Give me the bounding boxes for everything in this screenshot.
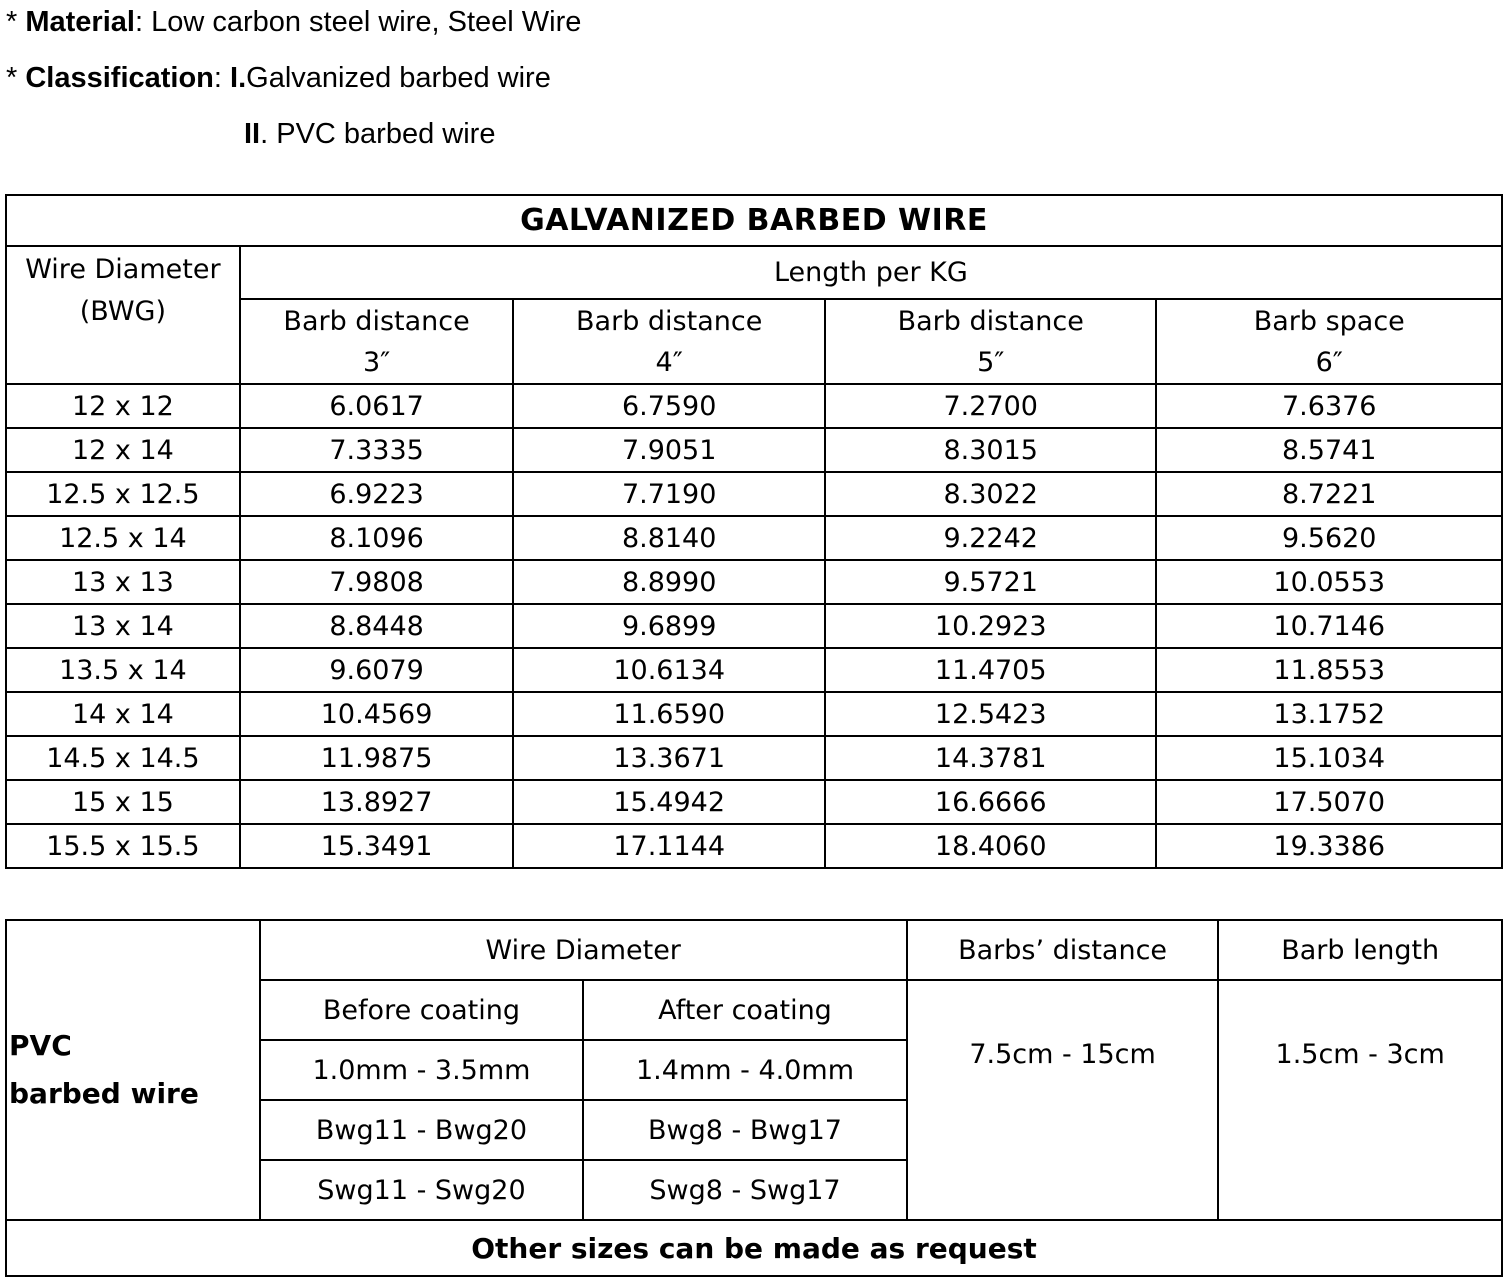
material-label: Material	[25, 6, 135, 38]
table-row	[6, 472, 1502, 516]
bullet: *	[6, 62, 26, 94]
cell: 15.4942	[513, 780, 825, 824]
before-coating-header: Before coating	[260, 980, 584, 1040]
galvanized-barbed-wire-table	[5, 194, 1503, 869]
barbs-distance-value: 7.5cm - 15cm	[907, 980, 1219, 1220]
cell: 19.3386	[1156, 824, 1502, 868]
separator: :	[213, 62, 231, 94]
classification-line-2	[244, 117, 495, 151]
pvc-label	[6, 920, 260, 1220]
cell: 16.6666	[825, 780, 1157, 824]
cell: 8.5741	[1156, 428, 1502, 472]
cell: 8.8140	[513, 516, 825, 560]
header-line: 5″	[977, 346, 1005, 378]
cell: 12.5423	[825, 692, 1157, 736]
table-row	[6, 824, 1502, 868]
class1-number: I.	[230, 62, 247, 94]
cell: 9.2242	[825, 516, 1157, 560]
cell: 6.9223	[240, 472, 514, 516]
cell: 8.3015	[825, 428, 1157, 472]
classification-label: Classification	[25, 62, 214, 94]
cell: 15.1034	[1156, 736, 1502, 780]
cell: 1.0mm - 3.5mm	[260, 1040, 584, 1100]
barb-length-value: 1.5cm - 3cm	[1218, 980, 1502, 1220]
table-row	[6, 560, 1502, 604]
cell: 13.1752	[1156, 692, 1502, 736]
cell: 7.9051	[513, 428, 825, 472]
classification-line	[6, 61, 551, 95]
header-line: Barb distance	[897, 305, 1084, 337]
cell: 8.8448	[240, 604, 514, 648]
cell: 1.4mm - 4.0mm	[583, 1040, 907, 1100]
cell: 11.4705	[825, 648, 1157, 692]
cell: Swg8 - Swg17	[583, 1160, 907, 1220]
header-line: Barb distance	[576, 305, 763, 337]
table-row	[6, 604, 1502, 648]
cell: 9.5620	[1156, 516, 1502, 560]
cell: 17.5070	[1156, 780, 1502, 824]
class2-number: II	[244, 118, 261, 150]
table-row	[6, 736, 1502, 780]
cell: 7.7190	[513, 472, 825, 516]
header-line: Barb distance	[283, 305, 470, 337]
label-line: barbed wire	[9, 1077, 199, 1110]
cell: Bwg8 - Bwg17	[583, 1100, 907, 1160]
column-header	[240, 299, 514, 384]
cell: 10.4569	[240, 692, 514, 736]
cell: 10.7146	[1156, 604, 1502, 648]
cell: 7.3335	[240, 428, 514, 472]
cell: 8.3022	[825, 472, 1157, 516]
cell: Bwg11 - Bwg20	[260, 1100, 584, 1160]
cell: 13 x 13	[6, 560, 240, 604]
table-row	[6, 780, 1502, 824]
cell: 10.0553	[1156, 560, 1502, 604]
header-line: 4″	[655, 346, 683, 378]
cell: 13.8927	[240, 780, 514, 824]
cell: 12 x 12	[6, 384, 240, 428]
class1-text: Galvanized barbed wire	[246, 62, 551, 94]
cell: 12 x 14	[6, 428, 240, 472]
cell: 9.6899	[513, 604, 825, 648]
cell: 11.9875	[240, 736, 514, 780]
cell: 6.7590	[513, 384, 825, 428]
cell: 11.8553	[1156, 648, 1502, 692]
header-line: Barb space	[1253, 305, 1405, 337]
cell: 9.6079	[240, 648, 514, 692]
cell: 13.3671	[513, 736, 825, 780]
length-per-kg-header: Length per KG	[240, 246, 1502, 299]
after-coating-header: After coating	[583, 980, 907, 1040]
cell: 7.9808	[240, 560, 514, 604]
column-header	[513, 299, 825, 384]
cell: 17.1144	[513, 824, 825, 868]
cell: 14.5 x 14.5	[6, 736, 240, 780]
table-row	[6, 384, 1502, 428]
label-line: PVC	[9, 1029, 72, 1062]
cell: 7.2700	[825, 384, 1157, 428]
cell: 7.6376	[1156, 384, 1502, 428]
class2-text: . PVC barbed wire	[260, 118, 496, 150]
material-value: : Low carbon steel wire, Steel Wire	[134, 6, 582, 38]
cell: 10.2923	[825, 604, 1157, 648]
cell: 13.5 x 14	[6, 648, 240, 692]
material-line	[6, 5, 581, 39]
header-line: (BWG)	[79, 296, 166, 327]
cell: 15.3491	[240, 824, 514, 868]
table-row	[6, 648, 1502, 692]
column-header	[1156, 299, 1502, 384]
cell: 6.0617	[240, 384, 514, 428]
cell: Swg11 - Swg20	[260, 1160, 584, 1220]
wire-diameter-header	[6, 246, 240, 384]
header-line: 6″	[1315, 346, 1343, 378]
table-row	[6, 428, 1502, 472]
cell: 10.6134	[513, 648, 825, 692]
cell: 15 x 15	[6, 780, 240, 824]
column-header	[825, 299, 1157, 384]
cell: 8.7221	[1156, 472, 1502, 516]
pvc-barbed-wire-table	[5, 919, 1503, 1277]
table-row	[6, 516, 1502, 560]
table-row	[6, 692, 1502, 736]
cell: 14.3781	[825, 736, 1157, 780]
cell: 9.5721	[825, 560, 1157, 604]
header-line: 3″	[362, 346, 391, 378]
footer-note: Other sizes can be made as request	[6, 1220, 1502, 1276]
wire-diameter-header: Wire Diameter	[260, 920, 907, 980]
bullet: *	[6, 6, 26, 38]
cell: 8.1096	[240, 516, 514, 560]
cell: 18.4060	[825, 824, 1157, 868]
header-line: Wire Diameter	[25, 254, 221, 285]
cell: 8.8990	[513, 560, 825, 604]
cell: 14 x 14	[6, 692, 240, 736]
cell: 12.5 x 14	[6, 516, 240, 560]
table-title: GALVANIZED BARBED WIRE	[6, 195, 1502, 246]
cell: 11.6590	[513, 692, 825, 736]
cell: 12.5 x 12.5	[6, 472, 240, 516]
cell: 13 x 14	[6, 604, 240, 648]
barbs-distance-header: Barbs’ distance	[907, 920, 1219, 980]
barb-length-header: Barb length	[1218, 920, 1502, 980]
cell: 15.5 x 15.5	[6, 824, 240, 868]
